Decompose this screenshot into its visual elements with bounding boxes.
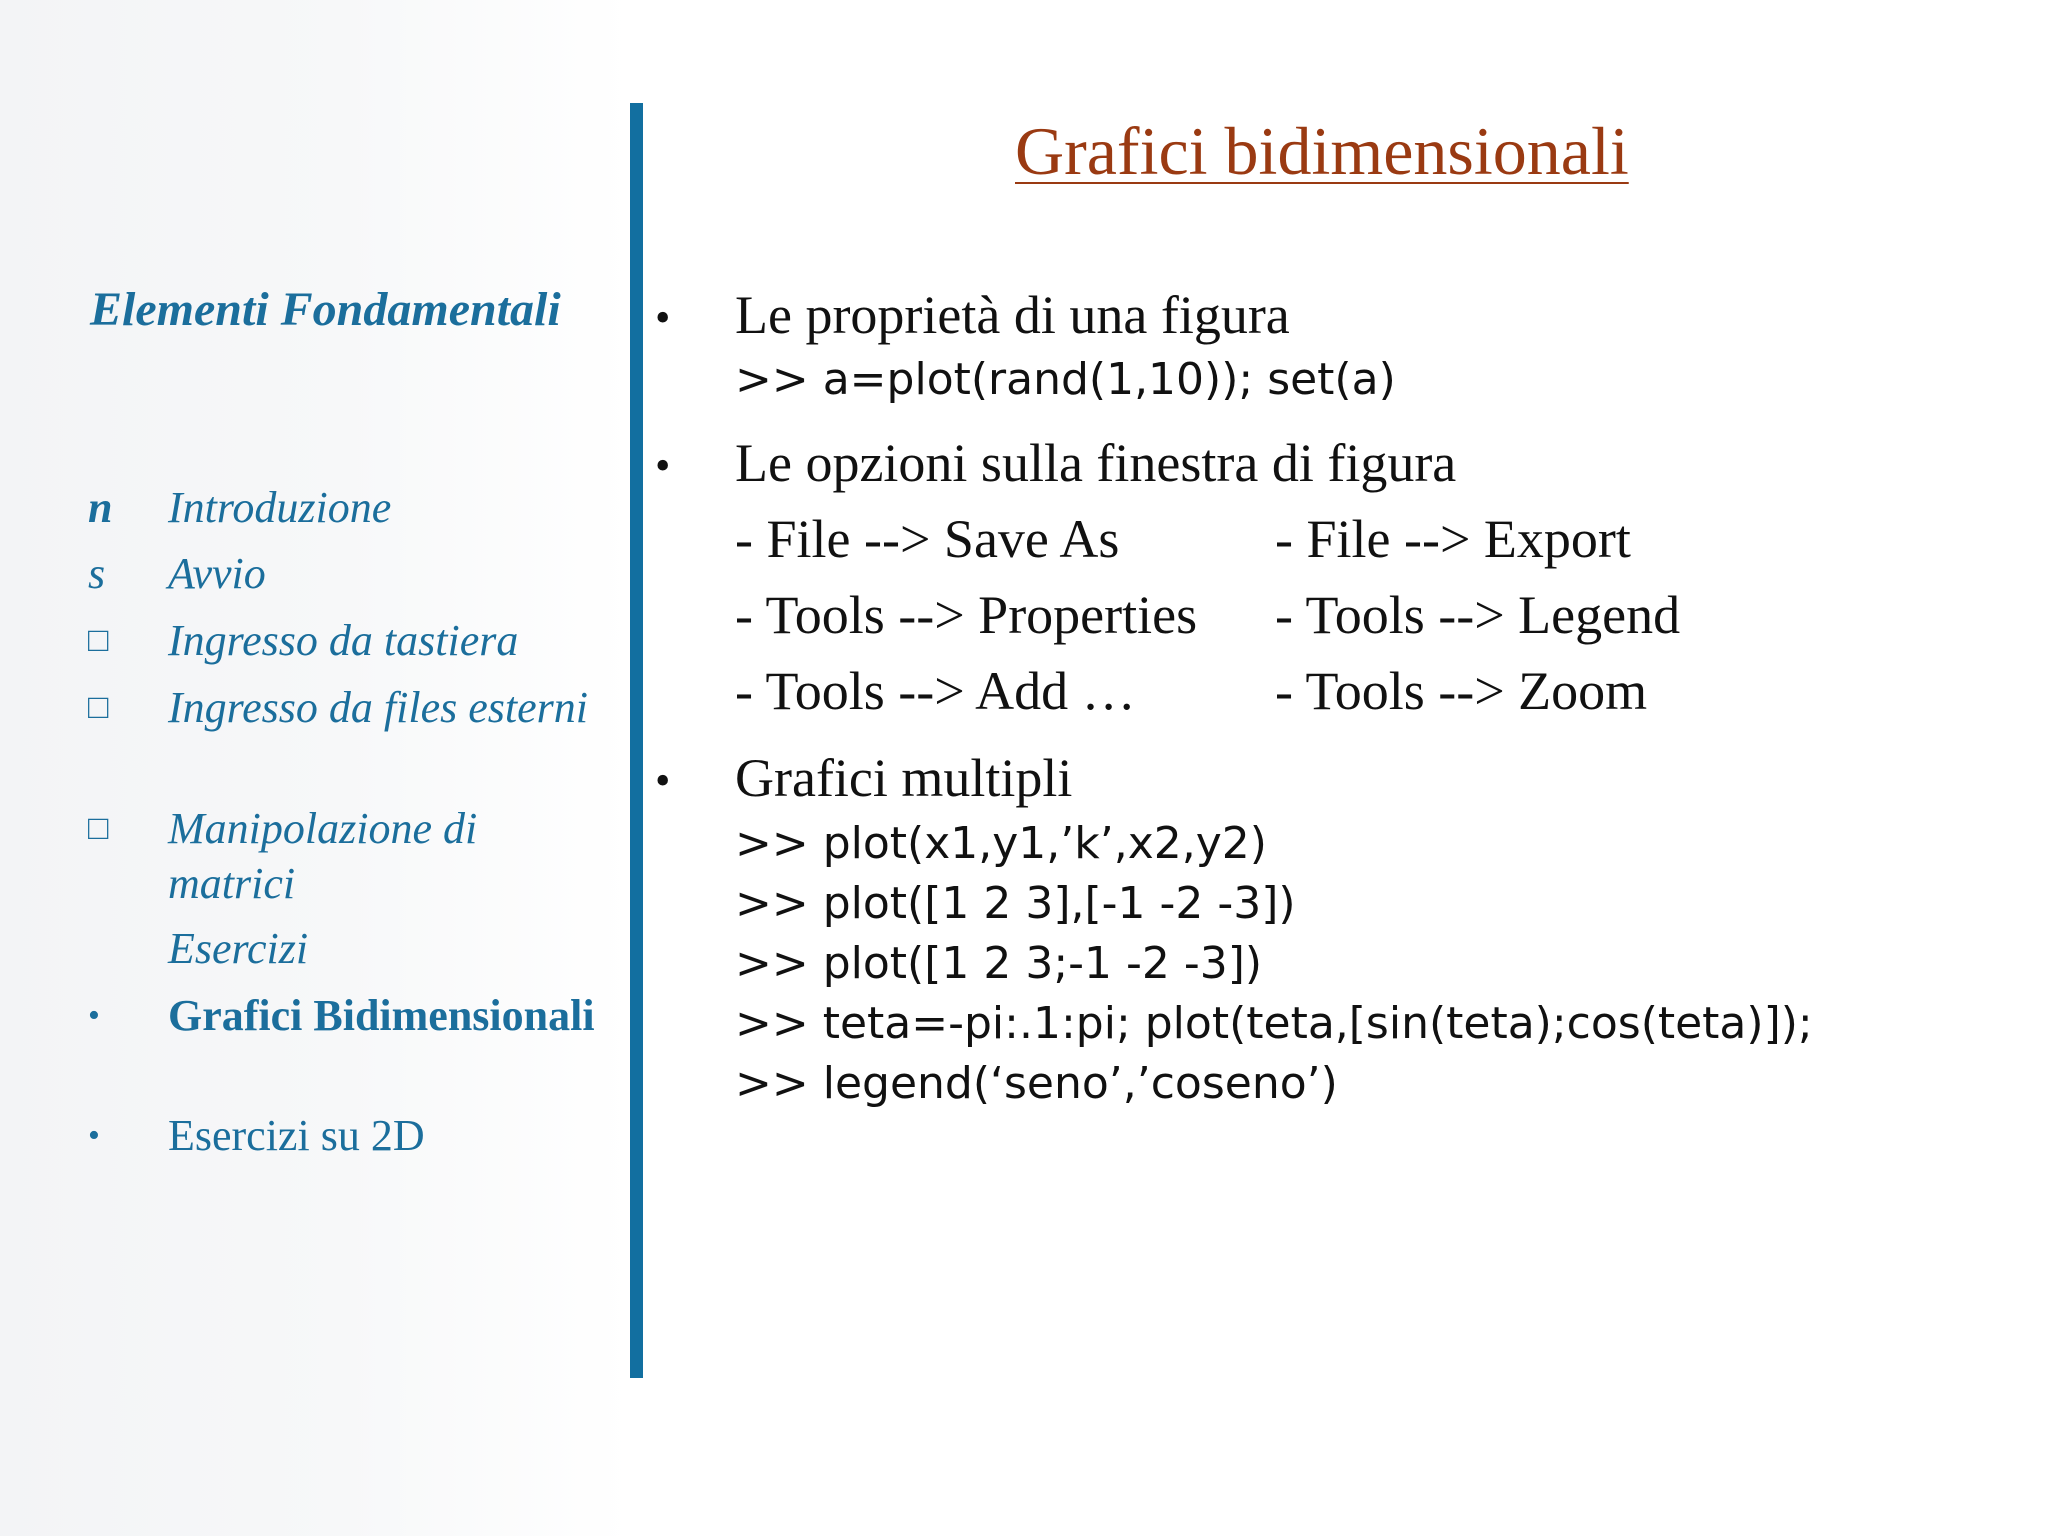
vertical-divider bbox=[630, 103, 643, 1378]
bullet-dot-icon: • bbox=[88, 1117, 100, 1154]
code-line: >> teta=-pi:.1:pi; plot(teta,[sin(teta);cos(teta)]); bbox=[735, 998, 1813, 1049]
bullet-dot-icon: • bbox=[655, 441, 671, 490]
option-tools-add: - Tools --> Add … bbox=[735, 661, 1136, 721]
sidebar-item-label-active: Grafici Bidimensionali bbox=[168, 991, 595, 1040]
option-tools-legend: - Tools --> Legend bbox=[1275, 585, 1681, 645]
sidebar-item-label: Avvio bbox=[168, 549, 266, 598]
code-line: >> plot(x1,y1,’k’,x2,y2) bbox=[735, 818, 1267, 869]
bullet-dot-icon: • bbox=[655, 293, 671, 342]
bullet-heading-properties: Le proprietà di una figura bbox=[735, 285, 1290, 345]
sidebar-item-label: Manipolazione di matrici bbox=[168, 804, 478, 908]
sidebar-item-label: Ingresso da tastiera bbox=[168, 616, 519, 665]
bullet-dot-icon: • bbox=[88, 997, 100, 1034]
square-bullet-icon: □ bbox=[88, 810, 109, 847]
nav-marker-n: n bbox=[88, 483, 113, 532]
slide-title: Grafici bidimensionali bbox=[1015, 113, 1629, 189]
code-line: >> a=plot(rand(1,10)); set(a) bbox=[735, 354, 1396, 405]
square-bullet-icon: □ bbox=[88, 689, 109, 726]
sidebar-item-label: Esercizi su 2D bbox=[168, 1111, 425, 1160]
bullet-heading-multipli: Grafici multipli bbox=[735, 748, 1073, 808]
sidebar-panel bbox=[0, 0, 630, 1536]
square-bullet-icon: □ bbox=[88, 622, 109, 659]
code-line: >> legend(‘seno’,’coseno’) bbox=[735, 1058, 1338, 1109]
code-line: >> plot([1 2 3;-1 -2 -3]) bbox=[735, 938, 1263, 989]
option-tools-properties: - Tools --> Properties bbox=[735, 585, 1198, 645]
option-file-save-as: - File --> Save As bbox=[735, 509, 1120, 569]
bullet-dot-icon: • bbox=[655, 756, 671, 805]
sidebar-item-label: Esercizi bbox=[168, 924, 309, 973]
bullet-heading-options: Le opzioni sulla finestra di figura bbox=[735, 433, 1457, 493]
option-file-export: - File --> Export bbox=[1275, 509, 1631, 569]
sidebar-item-label: Introduzione bbox=[168, 483, 392, 532]
code-line: >> plot([1 2 3],[-1 -2 -3]) bbox=[735, 878, 1296, 929]
option-tools-zoom: - Tools --> Zoom bbox=[1275, 661, 1648, 721]
sidebar-section-title: Elementi Fondamentali bbox=[90, 283, 561, 336]
sidebar-item-label: Ingresso da files esterni bbox=[168, 683, 588, 732]
nav-marker-s: s bbox=[88, 549, 106, 598]
